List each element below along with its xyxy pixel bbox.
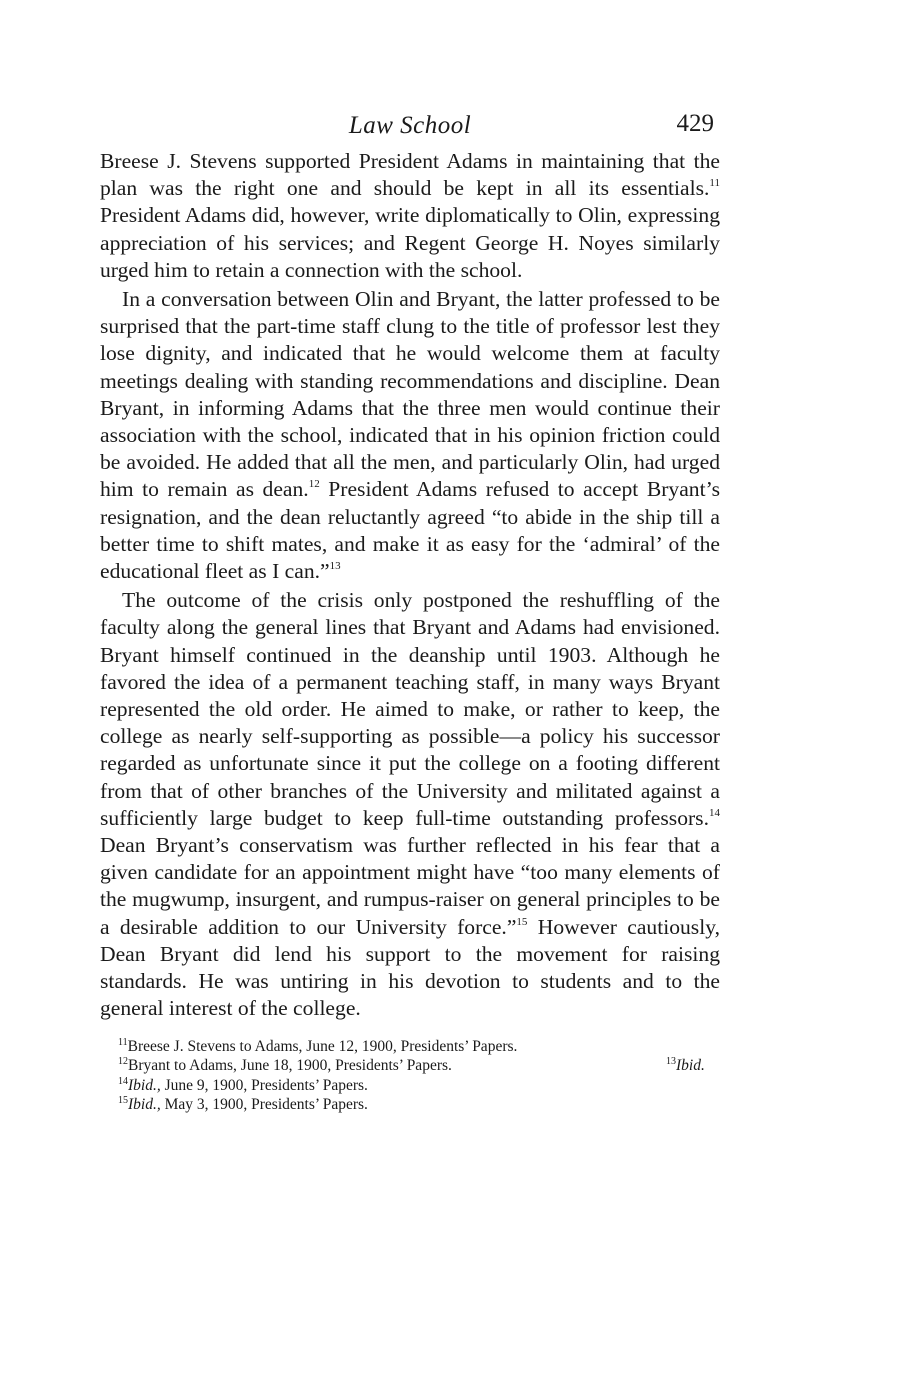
footnote-reference: 11 xyxy=(709,177,720,190)
paragraph-text: The outcome of the crisis only postponed the reshuffling of the faculty along the general lines that Bryant and Adams had envisioned. Bryant himself continued in the deanship until 1903. Although he favored the idea of a permanent teaching staff, in many ways Bryant represented the old order. He aimed to make, or rather to keep, the college as nearly self-supporting as possible—a policy his successor regarded as unfortunate since it put the college on a footing different from that of other branches of the University and militated against a sufficiently large budget to keep full-time outstanding professors. xyxy=(100,588,720,830)
footnote-reference: 14 xyxy=(709,806,720,819)
footnote-mark: 11 xyxy=(118,1036,128,1048)
paragraph-text: In a conversation between Olin and Bryant, the latter professed to be surprised that the part-time staff clung to the title of professor lest they lose dignity, and indicated that he would welcome them at faculty meetings dealing with standing recommendations and discipline. Dean Bryant, in informing Adams that the three men would continue their association with the school, indicated that in his opinion friction could be avoided. He added that all the men, and particularly Olin, had urged him to remain as dean. xyxy=(100,287,720,502)
footnote-ibid: Ibid., xyxy=(128,1096,161,1113)
footnote xyxy=(118,1056,720,1076)
paragraph-text: President Adams refused to accept Bryant’s resignation, and the dean reluctantly agreed “to abide in the ship till a better time to shift mates, and make it as easy for the ‘admiral’ of the educational fleet as I can.” xyxy=(100,477,721,584)
footnotes xyxy=(100,1037,720,1115)
footnote-text: June 9, 1900, Presidents’ Papers. xyxy=(160,1076,368,1094)
running-title: Law School xyxy=(348,112,472,139)
paragraph-text: President Adams did, however, write diplomatically to Olin, expressing appreciation of his services; and Regent George H. Noyes similarly urged him to retain a connection with the school. xyxy=(100,203,720,282)
book-page xyxy=(100,110,720,1115)
paragraph-text: However cautiously, Dean Bryant did lend his support to the movement for raising standards. He was untiring in his devotion to students and to the general interest of the college. xyxy=(100,914,720,1021)
footnote-mark: 14 xyxy=(118,1075,128,1087)
footnote-reference: 13 xyxy=(329,559,341,572)
running-head xyxy=(100,110,720,148)
footnote-ibid: Ibid. xyxy=(676,1057,705,1074)
paragraph-text: Breese J. Stevens supported President Adams in maintaining that the plan was the right one and should be kept in all its essentials. xyxy=(100,149,720,201)
footnote-text: May 3, 1900, Presidents’ Papers. xyxy=(160,1096,368,1113)
footnote xyxy=(118,1076,720,1096)
page-number: 429 xyxy=(676,110,714,137)
footnote-mark: 12 xyxy=(118,1055,128,1067)
paragraph xyxy=(100,286,720,585)
footnote-mark: 13 xyxy=(666,1055,676,1067)
body-text xyxy=(100,148,720,1023)
paragraph-text: Dean Bryant’s conservatism was further reflected in his fear that a given candidate for an appointment might have “too many elements of the mugwump, insurgent, and rumpus-raiser on general principles to be a desirable addition to our University force.” xyxy=(100,833,720,939)
paragraph xyxy=(100,148,720,284)
footnote-reference: 12 xyxy=(308,478,320,491)
footnote-text: Breese J. Stevens to Adams, June 12, 1900, Presidents’ Papers. xyxy=(127,1037,518,1055)
footnote xyxy=(118,1037,720,1057)
paragraph xyxy=(100,587,720,1022)
footnote xyxy=(118,1095,720,1115)
footnote-ibid: Ibid., xyxy=(128,1076,161,1094)
footnote-13 xyxy=(666,1056,705,1076)
footnote-mark: 15 xyxy=(118,1094,128,1106)
footnote-reference: 15 xyxy=(516,915,528,928)
footnote-text: Bryant to Adams, June 18, 1900, Presidents’ Papers. xyxy=(128,1057,452,1074)
